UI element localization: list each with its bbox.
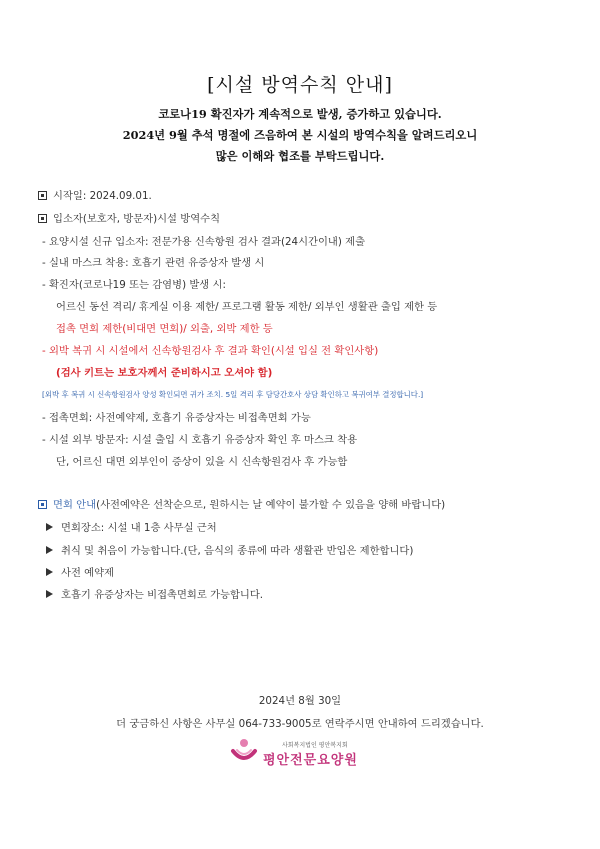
triangle-bullet-icon [46,568,53,576]
visit-bullet-text: 호흡기 유증상자는 비접촉면회로 가능합니다. [61,589,264,601]
rule-item-4: - 외박 복귀 시 시설에서 신속항원검사 후 결과 확인(시설 입실 전 확인사항) [42,345,379,357]
org-subtitle: 사회복지법인 평안복지회 [282,742,348,749]
square-bullet-icon [38,191,47,200]
footer-date: 2024년 8월 30일 [258,695,342,707]
rule-item-5: - 접촉면회: 사전예약제, 호흡기 유증상자는 비접촉면회 가능 [42,412,311,424]
intro-line-1: 코로나19 확진자가 계속적으로 발생, 증가하고 있습니다. [158,107,442,121]
square-bullet-icon [38,214,47,223]
rule-item-4-note: (검사 키트는 보호자께서 준비하시고 오셔야 함) [56,367,273,379]
rule-item-3-sub-2: 접촉 면회 제한(비대면 면회)/ 외출, 외박 제한 등 [56,323,273,335]
visit-bullet-3 [46,564,114,579]
square-bullet-icon [38,500,47,509]
visit-header-label: 면회 안내 [53,499,97,511]
visit-header-row [38,496,445,511]
intro-line-3: 많은 이해와 협조를 부탁드립니다. [215,149,385,163]
rules-header-row [38,210,220,225]
org-logo-icon [230,738,258,764]
rule-item-3: - 확진자(코로나19 또는 감염병) 발생 시: [42,279,226,291]
rule-item-4-small-note: [외박 후 복귀 시 신속항원검사 양성 확인되면 귀가 조치. 5일 격리 후 담당간호사 상담 확인하고 복귀여부 결정합니다.] [42,390,424,399]
visit-bullet-text: 면회장소: 시설 내 1층 사무실 근처 [61,522,217,534]
start-date-row [38,187,152,202]
rule-item-6-sub: 단, 어르신 대면 외부인이 증상이 있을 시 신속항원검사 후 가능함 [56,456,348,468]
start-date: 시작일: 2024.09.01. [53,190,152,202]
visit-bullet-text: 사전 예약제 [61,567,115,579]
page-title: [시설 방역수칙 안내] [207,74,393,96]
visit-bullet-2 [46,542,413,557]
visit-bullet-text: 취식 및 취음이 가능합니다.(단, 음식의 종류에 따라 생활관 반입은 제한합니다) [61,545,414,557]
rules-header: 입소자(보호자, 방문자)시설 방역수칙 [53,213,221,225]
footer-contact: 더 궁금하신 사항은 사무실 064-733-9005로 연락주시면 안내하여 드리겠습니다. [116,718,484,730]
visit-bullet-1 [46,519,217,534]
triangle-bullet-icon [46,590,53,598]
triangle-bullet-icon [46,523,53,531]
visit-header-text: (사전예약은 선착순으로, 원하시는 날 예약이 불가할 수 있음을 양해 바랍니다) [96,499,446,511]
rule-item-2: - 실내 마스크 착용: 호흡기 관련 유증상자 발생 시 [42,257,265,269]
rule-item-6: - 시설 외부 방문자: 시설 출입 시 호흡기 유증상자 확인 후 마스크 착용 [42,434,358,446]
org-name: 평안전문요양원 [263,753,358,768]
rule-item-3-sub-1: 어르신 동선 격리/ 휴게실 이용 제한/ 프로그램 활동 제한/ 외부인 생활관 출입 제한 등 [56,301,438,313]
rule-item-1: - 요양시설 신규 입소자: 전문가용 신속항원 검사 결과(24시간이내) 제출 [42,236,366,248]
intro-line-2: 2024년 9월 추석 명절에 즈음하여 본 시설의 방역수칙을 알려드리오니 [122,128,478,142]
visit-bullet-4 [46,586,263,601]
triangle-bullet-icon [46,546,53,554]
